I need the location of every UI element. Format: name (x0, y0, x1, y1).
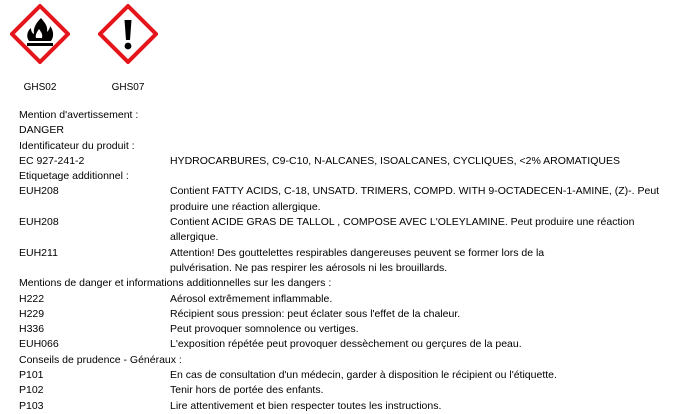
section-heading: Mentions de danger et informations additionnelles sur les dangers : (19, 277, 332, 290)
statement-row (19, 307, 694, 322)
pictogram-ghs07 (98, 4, 158, 93)
statement-row (19, 322, 694, 337)
statement-text: Aérosol extrêmement inflammable. (170, 292, 333, 305)
statement-row (19, 154, 694, 169)
statement-code: EUH211 (19, 246, 58, 259)
section-heading: Mention d'avertissement : (19, 109, 139, 121)
statement-row (19, 337, 694, 352)
statement-code: P103 (19, 399, 44, 412)
statement-row (19, 184, 694, 215)
statement-code: H336 (19, 323, 45, 336)
statement-text: pulvérisation. Ne pas respirer les aérosols ni les brouillards. (170, 261, 448, 274)
statement-code: EUH066 (19, 338, 59, 351)
statement-text: allergique. (170, 231, 219, 244)
statement-text: produire une réaction allergique. (170, 200, 321, 213)
section-heading: Conseils de prudence - Généraux : (19, 353, 182, 366)
hazard-pictograms (10, 4, 180, 96)
statement-text: HYDROCARBURES, C9-C10, N-ALCANES, ISOALCANES, CYCLIQUES, <2% AROMATIQUES (170, 154, 620, 167)
pictogram-code: GHS07 (111, 82, 145, 93)
signal-word: DANGER (19, 124, 64, 137)
statement-row (19, 292, 694, 307)
statement-row (19, 246, 694, 277)
statement-row (19, 399, 694, 414)
statement-text: En cas de consultation d'un médecin, garder à disposition le récipient ou l'étiquette. (170, 369, 557, 382)
pictogram-ghs02 (10, 4, 70, 93)
statement-text: Contient ACIDE GRAS DE TALLOL , COMPOSE AVEC L'OLEYLAMINE. Peut produire une réaction (170, 216, 635, 229)
section-heading: Identificateur du produit : (19, 139, 135, 152)
statement-text: Peut provoquer somnolence ou vertiges. (170, 323, 359, 336)
statement-row (19, 368, 694, 383)
statement-code: H229 (19, 307, 45, 320)
statement-text: Lire attentivement et bien respecter toutes les instructions. (170, 399, 442, 412)
statement-text: Récipient sous pression: peut éclater sous l'effet de la chaleur. (170, 307, 461, 320)
statement-row (19, 215, 694, 246)
statement-code: P102 (19, 384, 44, 397)
statement-text: Contient FATTY ACIDS, C-18, UNSATD. TRIMERS, COMPD. WITH 9-OCTADECEN-1-AMINE, (Z)-. Peut (170, 185, 660, 198)
statement-code: EUH208 (19, 216, 59, 229)
statement-code: P101 (19, 369, 44, 382)
label-elements (19, 108, 694, 414)
statement-row (19, 383, 694, 398)
statement-text: L'exposition répétée peut provoquer dessèchement ou gerçures de la peau. (170, 338, 522, 351)
flame-icon (10, 4, 70, 64)
pictogram-code: GHS02 (23, 82, 57, 93)
statement-code: EC 927-241-2 (19, 154, 85, 167)
statement-code: H222 (19, 292, 45, 305)
statement-code: EUH208 (19, 185, 59, 198)
section-heading: Etiquetage additionnel : (19, 170, 129, 183)
statement-text: Tenir hors de portée des enfants. (170, 384, 324, 397)
statement-text: Attention! Des gouttelettes respirables dangereuses peuvent se former lors de la (170, 246, 545, 259)
exclamation-mark-icon (98, 4, 158, 64)
